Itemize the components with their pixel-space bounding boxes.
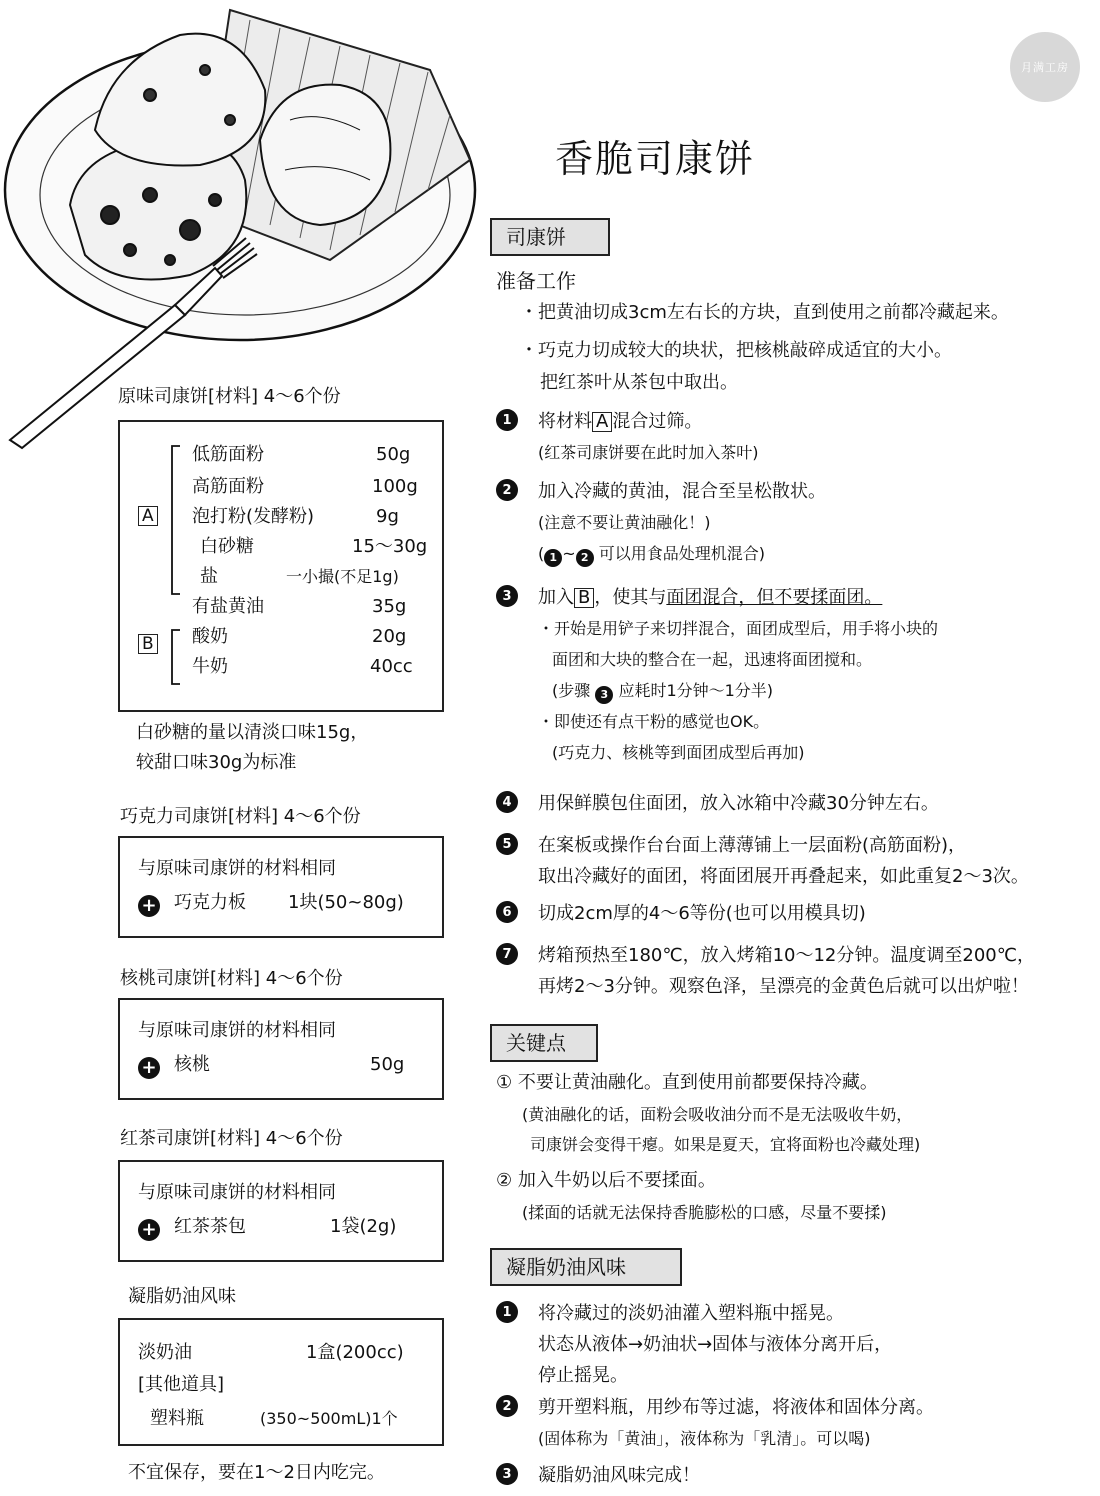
step-number: 1 [496,409,518,431]
plus-icon: + [138,1057,160,1079]
scone-right [260,85,390,225]
group-b-tag: B [574,588,594,608]
key-point-1-detail-a: (黄油融化的话，面粉会吸收油分而不是无法吸收牛奶， [522,1105,913,1124]
ingredient-name: 淡奶油 [138,1342,192,1363]
extra-ingredient: + 巧克力板 [138,890,246,917]
walnut-ingredients-title: 核桃司康饼[材料] 4～6个份 [120,968,343,989]
original-ingredients-box [118,420,444,712]
cream-step-2: 2 剪开塑料瓶，用纱布等过滤，将液体和固体分离。 (固体称为「黄油」，液体称为「乳清」。可以喝) [496,1392,934,1454]
step-number: 3 [496,585,518,607]
step-1: 1 将材料 A 混合过筛。 (红茶司康饼要在此时加入茶叶) [496,406,759,468]
original-ingredients-title: 原味司康饼[材料] 4～6个份 [118,386,341,407]
tea-ingredients-box [118,1160,444,1262]
step-number: 2 [496,1395,518,1417]
step-number: 2 [496,479,518,501]
cream-step-3: 3 凝脂奶油风味完成！ [496,1460,700,1491]
ingredient-name: 盐 [200,566,218,587]
ingredient-qty: 一小撮(不足1g) [286,567,399,586]
ingredient-qty: 9g [376,506,399,527]
extra-ingredient: + 红茶茶包 [138,1214,246,1241]
extra-ingredient: + 核桃 [138,1052,210,1079]
clotted-cream-box [118,1318,444,1446]
plus-icon: + [138,895,160,917]
ingredient-name: 有盐黄油 [192,596,264,617]
tool-name: 塑料瓶 [150,1408,204,1429]
ingredient-name: 牛奶 [192,656,228,677]
sugar-note-line-1: 白砂糖的量以清淡口味15g， [136,722,369,743]
group-b-label: B [138,634,158,654]
tools-label: [其他道具] [138,1374,225,1395]
key-point-1: ① 不要让黄油融化。直到使用前都要保持冷藏。 [496,1072,878,1093]
ingredient-qty: 15～30g [352,536,428,557]
key-point-2: ② 加入牛奶以后不要揉面。 [496,1170,716,1191]
extra-ingredient-qty: 1袋(2g) [330,1216,397,1237]
cream-step-1: 1 将冷藏过的淡奶油灌入塑料瓶中摇晃。 状态从液体→奶油状→固体与液体分离开后， 停止摇晃。 [496,1298,892,1391]
ingredient-name: 泡打粉(发酵粉) [192,506,315,527]
same-as-original: 与原味司康饼的材料相同 [138,1182,336,1203]
ingredient-qty: 40cc [370,656,413,677]
step-7: 7 烤箱预热至180℃，放入烤箱10～12分钟。温度调至200℃， 再烤2～3分钟。观察色泽，呈漂亮的金黄色后就可以出炉啦！ [496,940,1035,1002]
ingredient-name: 酸奶 [192,626,228,647]
step-5: 5 在案板或操作台台面上薄薄铺上一层面粉(高筋面粉)， 取出冷藏好的面团，将面团展开再叠起来，如此重复2～3次。 [496,830,1029,892]
ingredient-name: 高筋面粉 [192,476,264,497]
tool-qty: (350~500mL)1个 [260,1409,398,1428]
tea-ingredients-title: 红茶司康饼[材料] 4～6个份 [120,1128,343,1149]
step-number: 3 [496,1463,518,1485]
key-point-1-detail-b: 司康饼会变得干瘪。如果是夏天，宜将面粉也冷藏处理) [530,1135,921,1154]
extra-ingredient-qty: 1块(50~80g) [288,892,404,913]
step-number: 7 [496,943,518,965]
ingredient-qty: 20g [372,626,407,647]
ingredient-name: 白砂糖 [200,536,254,557]
step-number: 5 [496,833,518,855]
clotted-cream-title: 凝脂奶油风味 [128,1286,236,1307]
same-as-original: 与原味司康饼的材料相同 [138,1020,336,1041]
extra-ingredient-qty: 50g [370,1054,405,1075]
ingredient-qty: 50g [376,444,411,465]
step-6: 6 切成2cm厚的4～6等份(也可以用模具切) [496,898,866,929]
watermark-badge: 月满工房 [1010,32,1080,102]
plus-icon: + [138,1219,160,1241]
step-number: 4 [496,791,518,813]
storage-note: 不宜保存，要在1～2日内吃完。 [128,1462,385,1483]
group-a-tag: A [592,412,612,432]
section-header-key-points: 关键点 [490,1024,598,1062]
step-3: 3 加入 B ，使其与面团混合，但不要揉面团。 ・开始是用铲子来切拌混合，面团成型后，用手将小块的 面团和大块的整合在一起，迅速将面团搅和。 (步骤 3 应耗时1分钟～1分半) ・即使还有点干粉的感觉也OK。 (巧克力、核桃等到面团成型后再加) [496,582,938,768]
ingredient-qty: 35g [372,596,407,617]
sugar-note-line-2: 较甜口味30g为标准 [136,752,297,773]
ingredient-qty: 100g [372,476,418,497]
page-title: 香脆司康饼 [555,137,756,181]
choco-ingredients-box [118,836,444,938]
section-header-clotted-cream: 凝脂奶油风味 [490,1248,682,1286]
prep-line-2: ・巧克力切成较大的块状，把核桃敲碎成适宜的大小。 [520,340,952,361]
ingredient-name: 低筋面粉 [192,444,264,465]
prep-line-3: 把红茶叶从茶包中取出。 [540,372,738,393]
prep-line-1: ・把黄油切成3cm左右长的方块，直到使用之前都冷藏起来。 [520,302,1009,323]
scone-top [95,34,265,166]
key-point-2-detail: (揉面的话就无法保持香脆膨松的口感，尽量不要揉) [522,1203,887,1222]
step-number: 1 [496,1301,518,1323]
ingredient-qty: 1盒(200cc) [306,1342,404,1363]
ingredient-brackets [166,444,182,694]
prep-title: 准备工作 [496,269,576,293]
choco-ingredients-title: 巧克力司康饼[材料] 4～6个份 [120,806,361,827]
group-a-label: A [138,506,158,526]
step-4: 4 用保鲜膜包住面团，放入冰箱中冷藏30分钟左右。 [496,788,939,819]
step-2: 2 加入冷藏的黄油，混合至呈松散状。 (注意不要让黄油融化！) ( 1 ~ 2 可以用食品处理机混合) [496,476,826,569]
walnut-ingredients-box [118,998,444,1100]
section-header-scone: 司康饼 [490,218,610,256]
same-as-original: 与原味司康饼的材料相同 [138,858,336,879]
step-number: 6 [496,901,518,923]
